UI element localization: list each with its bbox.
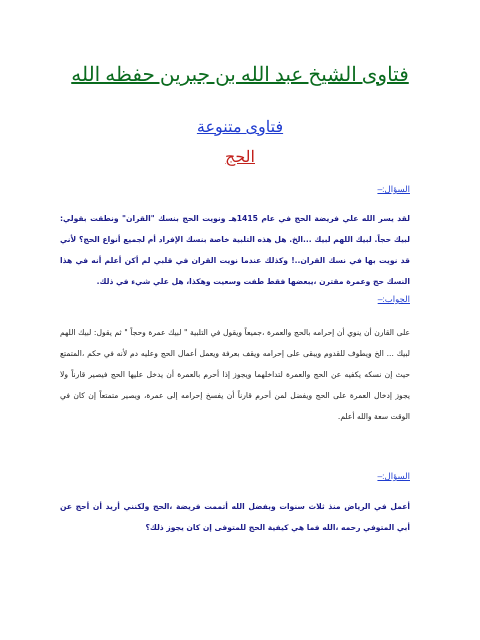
section-title: الحج bbox=[225, 149, 255, 166]
answer-text: على القارن أن ينوي أن إحرامه بالحج والعمرة ،جميعاً ويقول في التلبية " لبيك عمرة وحجاً " ثم يقول: لبيك اللهم لبيك ... الخ ويطوف للقدوم ويبقى على إحرامه ويقف بعرفة ويعمل أعمال الحج وعليه دم لأنه في حكم ،المتمتع حيث إن نسكه يكفيه عن الحج والعمرة لتداخلهما ويجوز إذا أحرم بالعمرة أن يدخل عليها الحج فيصير قارناً ولا يجوز إدخال العمرة على الحج ويفضل لمن أحرم قارناً أن يفسخ إحرامه إلى عمرة، ويصير متمتعاً إن كان في الوقت سعة والله أعلم. bbox=[60, 328, 410, 421]
page-title: فتاوى الشيخ عبد الله بن جبرين حفظه الله bbox=[71, 64, 409, 86]
question-text-2: أعمل في الرياض منذ ثلاث سنوات وبفضل الله أتممت فريضة ،الحج ولكنني أريد أن أحج عن أبي المتوفي رحمه ،الله فما هي كيفية الحج للمتوفى إن كان يجوز ذلك؟ bbox=[60, 502, 410, 532]
page-subtitle: فتاوى متنوعة bbox=[196, 119, 284, 136]
question-label: السؤال:– bbox=[377, 184, 410, 194]
question-text: لقد يسر الله علي فريضة الحج في عام 1415هـ ونويت الحج بنسك "القران" ونطقت بقولي: لبيك حجاً. لبيك اللهم لبيك ...الخ. هل هذه التلبية خاصة بنسك الإفراد أم لجميع أنواع الحج؟ لأني قد نويت بها في نسك القران..! وكذلك عندما نويت القران في قلبي لم أكن أعلم أنه في هذا النسك حج وعمرة مقترن ،يبعضها فقط طفت وسعيت وهكذا، هل علي شيء في ذلك. bbox=[60, 214, 410, 286]
question-label-2: السؤال:– bbox=[377, 471, 410, 481]
answer-label: الجواب:– bbox=[377, 294, 410, 304]
